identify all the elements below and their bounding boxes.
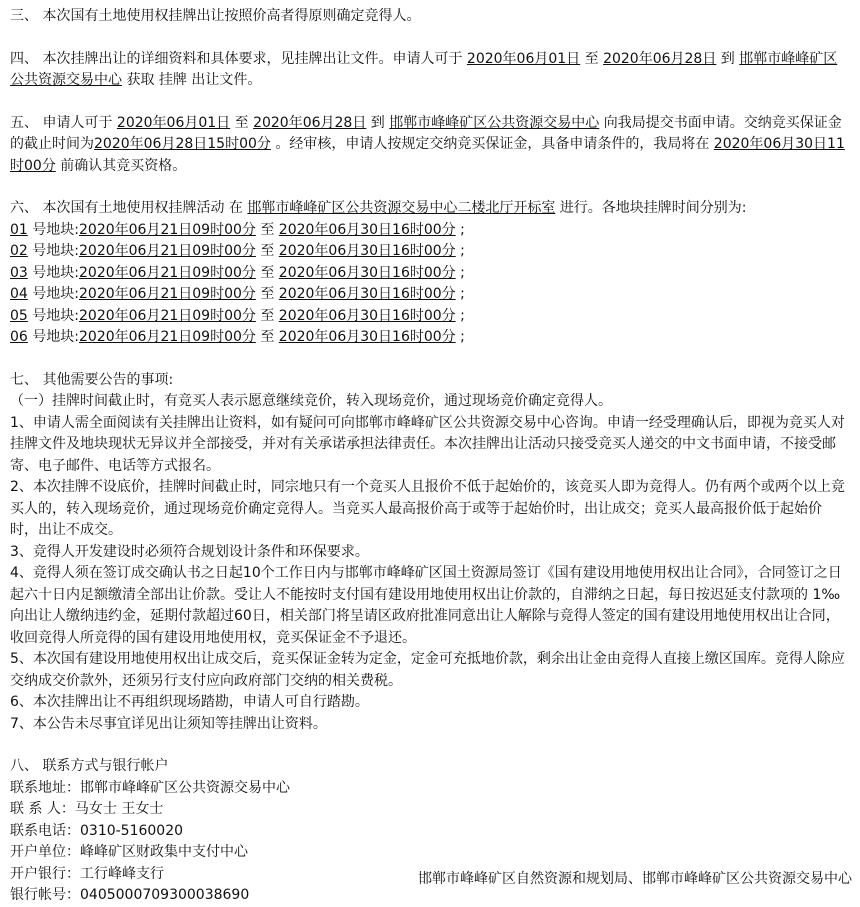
account-number-value: 0405000709300038690 [80,887,250,903]
contact-phone-value: 0310-5160020 [80,822,184,839]
end-mark: ; [455,264,465,281]
plot-row [10,306,848,328]
deposit-deadline-link[interactable]: 2020年06月28日15时00分 [94,136,271,152]
account-number-label: 银行帐号： [10,887,80,903]
spacer [10,349,848,370]
account-unit-label: 开户单位： [10,844,80,860]
section-5-text: 。经审核，申请人按规定交纳竞买保证金，具备申请条件的，我局将在 [270,136,714,152]
plot-start-link[interactable]: 2020年06月21日09时00分 [79,329,256,345]
contact-address-value: 邯郸市峰峰矿区公共资源交易中心 [80,779,290,796]
plot-start-link[interactable]: 2020年06月21日09时00分 [79,243,256,259]
to-text: 至 [255,286,279,302]
confirm-time-link[interactable]: 2020年06月30日11时00分 [10,136,845,174]
plot-row [10,241,848,263]
to-text: 至 [255,221,279,238]
account-unit [10,842,848,864]
spacer [10,735,848,756]
section-7-item: 1、申请人需全面阅读有关挂牌出让资料，如有疑问可向邯郸市峰峰矿区公共资源交易中心咨询。申请一经受理确认后，即视为竞买人对挂牌文件及地块现状无异议并全部接受，并对有关承诺承担法律责任。本次挂牌出让活动只接受竞买人递交的中文书面申请，不接受邮寄、电子邮件、电话等方式报名。 [10,414,845,474]
auction-room-link[interactable]: 邯郸市峰峰矿区公共资源交易中心二楼北厅开标室 [247,200,556,216]
contact-address-label: 联系地址： [10,779,80,796]
contact-phone-label: 联系电话： [10,822,80,839]
plot-row [10,284,848,306]
plot-label: 号地块: [27,264,79,281]
end-mark: ; [455,286,465,302]
section-3-text: 三、 本次国有土地使用权挂牌出让按照价高者得原则确定竞得人。 [10,8,421,24]
section-4-text: 至 [580,50,604,67]
section-4-text: 到 [716,50,740,67]
account-unit-value: 峰峰矿区财政集中支付中心 [80,844,248,860]
plot-row [10,220,848,242]
section-7-item: 2、本次挂牌不设底价，挂牌时间截止时，同宗地只有一个竞买人且报价不低于起始价的，该竞买人即为竞得人。仍有两个或两个以上竞买人的，转入现场竞价，通过现场竞价确定竞得人。当竞买人最高报价高于或等于起始价时，出让成交；竞买人最高报价低于起始价时，出让不成交。 [10,479,845,538]
plot-start-link[interactable]: 2020年06月21日09时00分 [79,221,256,238]
date-end-link[interactable]: 2020年06月28日 [253,114,367,131]
plot-number-link[interactable]: 06 [10,329,28,345]
plot-start-link[interactable]: 2020年06月21日09时00分 [79,307,256,324]
plot-end-link[interactable]: 2020年06月30日16时00分 [278,243,456,259]
end-mark: ; [455,243,465,259]
section-4-text: 四、 本次挂牌出让的详细资料和具体要求，见挂牌出让文件。申请人可于 [10,50,467,67]
plot-end-link[interactable]: 2020年06月30日16时00分 [278,286,456,302]
section-7-item: 4、竞得人须在签订成交确认书之日起10个工作日内与邯郸市峰峰矿区国土资源局签订《国有建设用地使用权出让合同》，合同签订之日起六十日内足额缴清全部出让价款。受让人不能按时支付国有建设用地使用权出让价款的，自滞纳之日起，每日按迟延支付款项的 1‰向出让人缴纳违约金，延期付款超过60日，相关部门将呈请区政府批准同意出让人解除与竞得人签定的国有建设用地使用权出让合同，收回竞得人所竞得的国有建设用地使用权，竞买保证金不予退还。 [10,565,842,646]
contact-address [10,778,848,800]
date-start-link[interactable]: 2020年06月01日 [466,50,581,67]
venue-link[interactable]: 邯郸市峰峰矿区公共资源交易中心 [10,50,838,88]
spacer [10,28,848,49]
section-7-heading: 七、 其他需要公告的事项: [10,371,174,388]
end-mark: ; [455,221,465,238]
contact-phone [10,821,848,843]
plot-start-link[interactable]: 2020年06月21日09时00分 [79,286,256,302]
issuer-signature: 邯郸市峰峰矿区自然资源和规划局、邯郸市峰峰矿区公共资源交易中心 [418,870,852,887]
plot-label: 号地块: [27,243,79,259]
plot-schedule-list [10,220,848,349]
plot-label: 号地块: [27,221,79,238]
account-bank-value: 工行峰峰支行 [80,865,164,882]
end-mark: ; [455,307,465,324]
section-7-item: （一）挂牌时间截止时，有竞买人表示愿意继续竞价，转入现场竞价，通过现场竞价确定竞得人。 [10,393,612,409]
plot-row [10,263,848,285]
section-5-text: 到 [366,114,390,131]
section-5-text: 向我局提交书面申请。交纳竞买保证金的截止时间为 [10,114,842,152]
plot-end-link[interactable]: 2020年06月30日16时00分 [278,221,456,238]
venue-link[interactable]: 邯郸市峰峰矿区公共资源交易中心 [389,114,600,131]
section-6-text: 进行。各地块挂牌时间分别为: [555,200,747,216]
section-7-item: 7、本公告未尽事宜详见出让须知等挂牌出让资料。 [10,715,327,732]
plot-label: 号地块: [27,329,79,345]
plot-number-link[interactable]: 03 [10,264,28,281]
section-5-text: 五、 申请人可于 [10,114,117,131]
spacer [10,92,848,113]
to-text: 至 [255,243,279,259]
plot-start-link[interactable]: 2020年06月21日09时00分 [79,264,256,281]
to-text: 至 [255,329,279,345]
section-6-text: 六、 本次国有土地使用权挂牌活动 在 [10,200,248,216]
section-3 [10,0,848,28]
section-8-heading: 八、 联系方式与银行帐户 [10,758,169,774]
to-text: 至 [255,264,279,281]
section-7-item: 3、竞得人开发建设时必须符合规划设计条件和环保要求。 [10,543,369,560]
section-4-text: 获取 挂牌 出让文件。 [122,72,262,88]
plot-end-link[interactable]: 2020年06月30日16时00分 [278,329,456,345]
end-mark: ; [455,329,465,345]
plot-label: 号地块: [27,286,79,302]
plot-number-link[interactable]: 05 [10,307,28,324]
section-5 [10,113,848,178]
date-end-link[interactable]: 2020年06月28日 [603,50,717,67]
contact-person-value: 马女士 王女士 [74,801,164,817]
account-bank-label: 开户银行： [10,865,80,882]
plot-label: 号地块: [27,307,79,324]
to-text: 至 [255,307,279,324]
section-7-item: 5、本次国有建设用地使用权出让成交后，竞买保证金转为定金，定金可充抵地价款，剩余出让金由竞得人直接上缴区国库。竞得人除应交纳成交价款外，还须另行支付应向政府部门交纳的相关费税。 [10,651,845,689]
plot-number-link[interactable]: 04 [10,286,28,302]
section-4 [10,49,848,92]
section-5-text: 前确认其竞买资格。 [55,157,187,174]
section-7-item: 6、本次挂牌出让不再组织现场踏勘，申请人可自行踏勘。 [10,694,369,710]
section-6 [10,198,848,220]
plot-end-link[interactable]: 2020年06月30日16时00分 [278,264,456,281]
plot-number-link[interactable]: 01 [10,221,28,238]
section-5-text: 至 [230,114,254,131]
contact-person [10,799,848,821]
spacer [10,177,848,198]
date-start-link[interactable]: 2020年06月01日 [116,114,231,131]
plot-row [10,327,848,349]
contact-person-label: 联 系 人： [10,801,75,817]
plot-end-link[interactable]: 2020年06月30日16时00分 [278,307,456,324]
plot-number-link[interactable]: 02 [10,243,28,259]
